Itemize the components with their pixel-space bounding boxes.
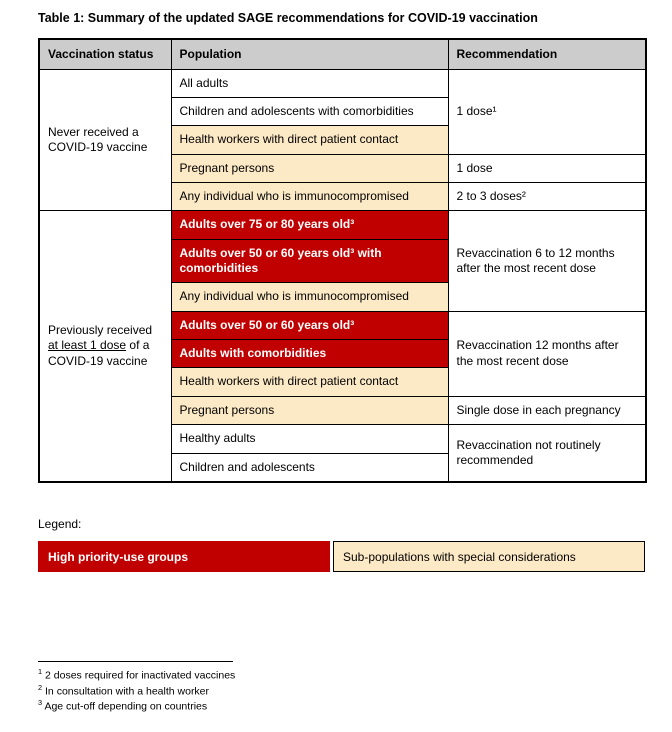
col-header-vaccination-status: Vaccination status <box>39 39 171 69</box>
legend-high-priority-swatch: High priority-use groups <box>38 541 330 572</box>
legend-label: Legend: <box>38 517 82 531</box>
recommendation-cell: Single dose in each pregnancy <box>448 396 646 424</box>
population-cell: Pregnant persons <box>171 396 448 424</box>
population-cell: Any individual who is immunocompromised <box>171 182 448 210</box>
population-cell: Adults over 75 or 80 years old³ <box>171 211 448 239</box>
footnote-1 <box>38 667 235 683</box>
status-text-suffix: of a COVID-19 vaccine <box>48 338 150 368</box>
footnotes <box>38 661 235 714</box>
legend <box>38 541 645 572</box>
sage-recommendations-table <box>38 38 647 483</box>
footnote-1-text: 2 doses required for inactivated vaccines <box>45 669 236 682</box>
footnote-2 <box>38 683 235 699</box>
population-cell: Healthy adults <box>171 425 448 453</box>
population-cell: All adults <box>171 69 448 97</box>
population-cell: Pregnant persons <box>171 154 448 182</box>
recommendation-cell: Revaccination 6 to 12 months after the most recent dose <box>448 211 646 311</box>
footnote-3-text: Age cut-off depending on countries <box>44 700 208 713</box>
population-cell: Children and adolescents with comorbidities <box>171 97 448 125</box>
population-cell: Health workers with direct patient contact <box>171 368 448 396</box>
status-text-underlined: at least 1 dose <box>48 338 127 353</box>
population-cell: Children and adolescents <box>171 453 448 482</box>
legend-special-considerations-swatch: Sub-populations with special considerations <box>333 541 645 572</box>
population-cell: Adults over 50 or 60 years old³ with comorbidities <box>171 239 448 283</box>
population-cell: Adults over 50 or 60 years old³ <box>171 311 448 339</box>
population-cell: Health workers with direct patient contact <box>171 126 448 154</box>
recommendation-cell: Revaccination 12 months after the most recent dose <box>448 311 646 396</box>
footnote-2-text: In consultation with a health worker <box>45 685 210 698</box>
footnote-separator <box>38 661 233 662</box>
col-header-recommendation: Recommendation <box>448 39 646 69</box>
population-cell: Any individual who is immunocompromised <box>171 283 448 311</box>
table-title: Table 1: Summary of the updated SAGE recommendations for COVID-19 vaccination <box>38 11 538 25</box>
recommendation-cell: 2 to 3 doses² <box>448 182 646 210</box>
footnote-3-marker: 3 <box>38 698 43 708</box>
col-header-population: Population <box>171 39 448 69</box>
footnote-3 <box>38 698 235 714</box>
recommendation-cell: Revaccination not routinely recommended <box>448 425 646 482</box>
status-cell-never-received: Never received a COVID-19 vaccine <box>39 69 171 211</box>
footnote-2-marker: 2 <box>38 682 43 692</box>
population-cell: Adults with comorbidities <box>171 340 448 368</box>
footnote-1-marker: 1 <box>38 667 43 676</box>
recommendation-cell: 1 dose <box>448 154 646 182</box>
header-row <box>39 39 646 69</box>
table-row <box>39 69 646 97</box>
status-cell-previously-received <box>39 211 171 482</box>
table-row <box>39 211 646 239</box>
status-text-prefix: Previously received <box>48 323 153 338</box>
recommendation-cell: 1 dose¹ <box>448 69 646 154</box>
